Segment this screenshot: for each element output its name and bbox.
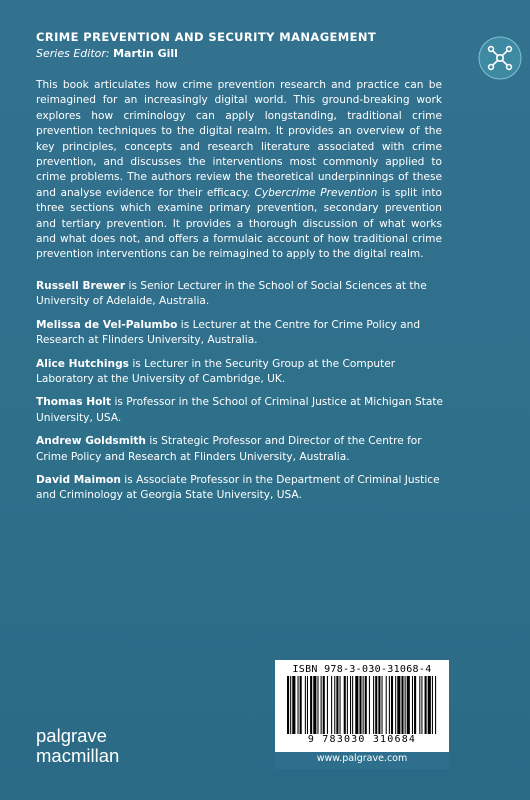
isbn-number: ISBN 978-3-030-31068-4 (292, 664, 432, 675)
springer-network-icon (478, 36, 522, 80)
barcode-icon (285, 676, 439, 734)
publisher-logo-line-1: palgrave (36, 725, 107, 746)
author-bio-text: is Lecturer at the Centre for Crime Policy and Research at Flinders University, Australia. (36, 318, 421, 347)
author-name: Thomas Holt (36, 396, 112, 409)
book-description (36, 78, 442, 263)
author-name: David Maimon (36, 474, 121, 487)
author-name: Alice Hutchings (36, 357, 129, 370)
author-name: Russell Brewer (36, 280, 126, 292)
author-bio (36, 473, 448, 504)
author-bio-text: is Senior Lecturer in the School of Social Sciences at the University of Adelaide, Australia. (36, 280, 427, 308)
series-editor-label: Series Editor: (36, 47, 110, 60)
author-bio (36, 434, 448, 465)
author-bio-text: is Lecturer in the Security Group at the Computer Laboratory at the University of Cambridge, UK. (36, 357, 396, 386)
author-bio (36, 279, 448, 310)
author-name: Andrew Goldsmith (36, 435, 146, 448)
author-bios (36, 279, 448, 512)
author-bio (36, 357, 448, 388)
description-book-title: Cybercrime Prevention (254, 186, 378, 199)
publisher-logo-line-2: macmillan (36, 745, 120, 766)
series-title: CRIME PREVENTION AND SECURITY MANAGEMENT (36, 30, 377, 44)
series-editor (36, 47, 178, 60)
author-bio-text: is Professor in the School of Criminal Justice at Michigan State University, USA. (36, 396, 444, 424)
publisher-logo (36, 726, 119, 766)
author-bio-text: is Associate Professor in the Department of Criminal Justice and Criminology at Georgia State University, USA. (36, 474, 440, 502)
description-part-1: This book articulates how crime prevention research and practice can be reimagined for an increasingly digital world. This ground-breaking work explores how criminology can apply longstanding, traditional crime prevention techniques to the digital realm. It provides an overview of the key principles, concepts and research literature associated with crime prevention, and discusses the interventions most commonly applied to crime problems. The authors review the theoretical underpinnings of these and analyse evidence for their efficacy. (36, 79, 442, 199)
author-bio (36, 395, 448, 426)
series-editor-name: Martin Gill (113, 47, 178, 60)
author-bio-text: is Strategic Professor and Director of the Centre for Crime Policy and Research at Flinders University, Australia. (36, 435, 422, 463)
isbn-barcode-panel (275, 660, 449, 769)
publisher-url-bar (275, 752, 449, 769)
barcode-digits: 9 783030 310684 (307, 734, 417, 745)
publisher-url: www.palgrave.com (316, 753, 408, 764)
author-name: Melissa de Vel-Palumbo (36, 318, 178, 331)
description-part-2: is split into three sections which examine primary prevention, secondary prevention and tertiary prevention. It provides a thorough discussion of what works and what does not, and offers a formulaic account of how traditional crime prevention interventions can be reimagined to apply to the digital realm. (36, 186, 442, 261)
author-bio (36, 318, 448, 349)
